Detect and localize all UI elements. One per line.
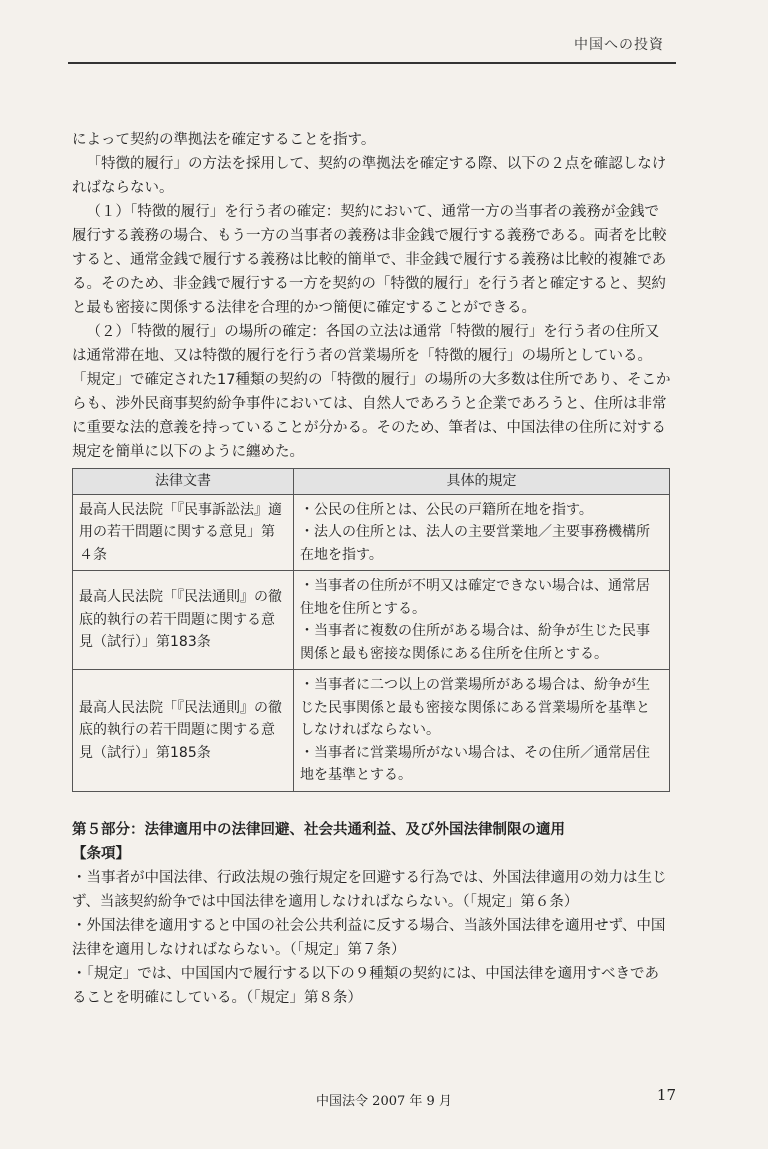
body-text [72,128,672,1010]
page-number: 17 [656,1086,676,1104]
clause-heading: 【条項】 [72,845,130,862]
table-cell-document: 最高人民法院「『民法通則』の徹底的執行の若干問題に関する意見（試行）」第183条 [73,571,294,670]
section-heading: 第５部分：法律適用中の法律回避、社会共通利益、及び外国法律制限の適用 [72,821,565,838]
table-cell-rules [294,571,670,670]
rule-item: ・当事者に複数の住所がある場合は、紛争が生じた民事関係と最も密接な関係にある住所を住所とする。 [300,623,650,662]
table-row [73,571,670,670]
rule-item: ・当事者に営業場所がない場合は、その住所／通常居住地を基準とする。 [300,744,650,783]
header-rule [68,62,676,64]
rule-item: ・公民の住所とは、公民の戸籍所在地を指す。 [300,501,593,518]
table-cell-rules [294,670,670,792]
table-cell-rules [294,494,670,571]
rule-item: ・法人の住所とは、法人の主要営業地／主要事務機構所在地を指す。 [300,524,650,563]
table-cell-document: 最高人民法院「『民法通則』の徹底的執行の若干問題に関する意見（試行）」第185条 [73,670,294,792]
table-row [73,494,670,571]
running-header-title: 中国への投資 [574,37,664,53]
clause-item: ・「規定」では、中国国内で履行する以下の９種類の契約には、中国法律を適用すべきであることを明確にしている。（「規定」第８条） [72,965,659,1006]
clause-item: ・外国法律を適用すると中国の社会公共利益に反する場合、当該外国法律を適用せず、中国法律を適用しなければならない。（「規定」第７条） [72,917,666,958]
table-cell-document: 最高人民法院「『民事訴訟法』適用の若干問題に関する意見」第４条 [73,494,294,571]
clause-item: ・当事者が中国法律、行政法規の強行規定を回避する行為では、外国法律適用の効力は生じず、当該契約紛争では中国法律を適用しなければならない。（「規定」第６条） [72,869,667,910]
table-header-row [73,469,670,495]
rule-item: ・当事者に二つ以上の営業場所がある場合は、紛争が生じた民事関係と最も密接な関係にある営業場所を基準としなければならない。 [300,677,650,738]
paragraph: によって契約の準拠法を確定することを指す。 [72,132,376,148]
footer-publication: 中国法令 2007 年 9 月 [316,1094,452,1109]
paragraph: 「特徴的履行」の方法を採用して、契約の準拠法を確定する際、以下の２点を確認しなければならない。 [72,156,667,196]
paragraph: （１）「特徴的履行」を行う者の確定：契約において、通常一方の当事者の義務が金銭で履行する義務の場合、もう一方の当事者の義務は非金銭で履行する義務である。両者を比較すると、通常金銭で履行する義務は比較的簡単で、非金銭で履行する義務は比較的複雑である。そのため、非金銭で履行する一方を契約の「特徴的履行」を行う者と確定すると、契約と最も密接に関係する法律を合理的かつ簡便に確定することができる。 [72,204,667,316]
paragraph: （２）「特徴的履行」の場所の確定：各国の立法は通常「特徴的履行」を行う者の住所又は通常滞在地、又は特徴的履行を行う者の営業場所を「特徴的履行」の場所としている。「規定」で確定された17種類の契約の「特徴的履行」の場所の大多数は住所であり、そこからも、渉外民商事契約紛争事件においては、自然人であろうと企業であろうと、住所は非常に重要な法的意義を持っていることが分かる。そのため、筆者は、中国法律の住所に対する規定を簡単に以下のように纏めた。 [72,324,671,460]
table-header-rules: 具体的規定 [294,469,670,495]
table-header-document: 法律文書 [73,469,294,495]
table-row [73,670,670,792]
residence-rules-table [72,468,670,792]
rule-item: ・当事者の住所が不明又は確定できない場合は、通常居住地を住所とする。 [300,578,650,617]
